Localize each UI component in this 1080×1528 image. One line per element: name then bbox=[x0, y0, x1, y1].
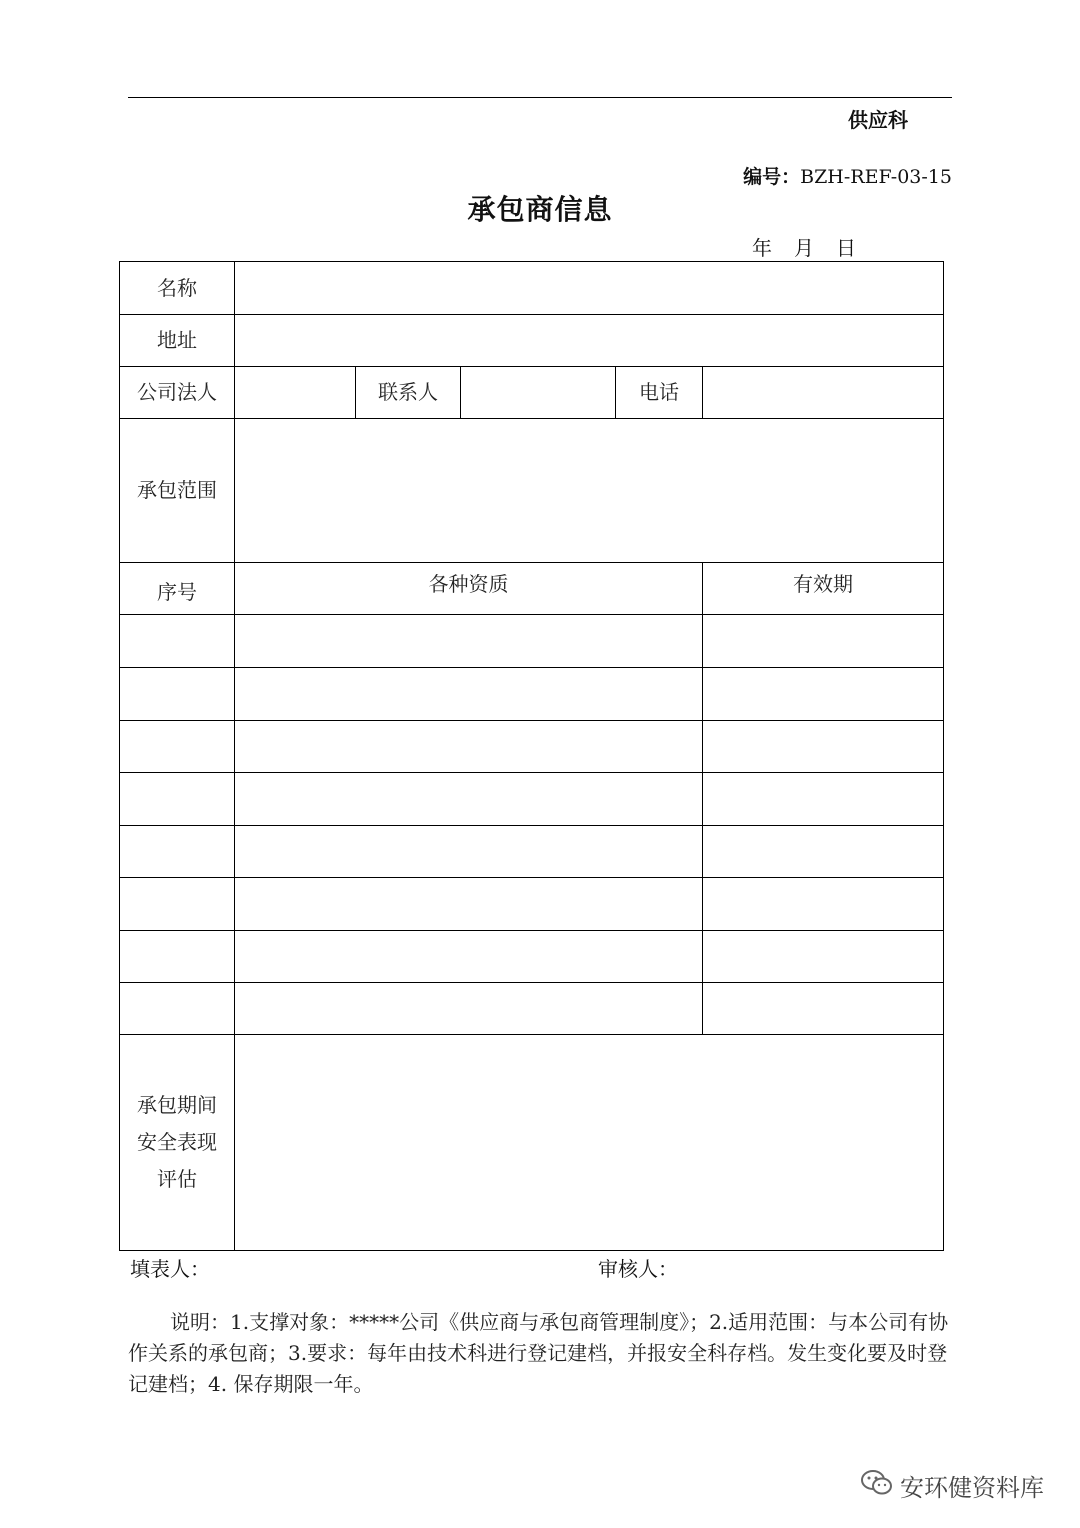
evaluation-label-line: 承包期间 bbox=[137, 1092, 217, 1117]
phone-field[interactable] bbox=[703, 366, 943, 418]
row-divider bbox=[120, 982, 943, 983]
filler-label: 填表人： bbox=[130, 1257, 210, 1281]
row-divider bbox=[120, 877, 943, 878]
evaluation-field[interactable] bbox=[235, 1034, 943, 1250]
evaluation-label bbox=[120, 1034, 234, 1250]
code-label: 编号： bbox=[743, 166, 801, 188]
wechat-icon bbox=[860, 1469, 894, 1503]
serial-header: 序号 bbox=[157, 579, 197, 604]
address-field[interactable] bbox=[235, 314, 943, 366]
contractor-form bbox=[119, 261, 944, 1251]
name-field[interactable] bbox=[235, 262, 943, 314]
row-divider bbox=[120, 614, 943, 615]
date-line bbox=[752, 232, 878, 261]
code-value: BZH-REF-03-15 bbox=[800, 166, 952, 188]
scope-label: 承包范围 bbox=[137, 477, 217, 502]
row-divider bbox=[120, 772, 943, 773]
department-label: 供应科 bbox=[848, 108, 908, 132]
contact-field[interactable] bbox=[461, 366, 615, 418]
watermark-text: 安环健资料库 bbox=[900, 1474, 1044, 1502]
scope-field[interactable] bbox=[235, 418, 943, 562]
watermark bbox=[860, 1468, 1044, 1503]
header-rule bbox=[128, 97, 952, 98]
qualification-header: 各种资质 bbox=[428, 571, 509, 596]
row-divider bbox=[120, 825, 943, 826]
validity-header: 有效期 bbox=[793, 571, 853, 596]
col-divider bbox=[702, 562, 703, 1034]
address-label: 地址 bbox=[157, 327, 197, 352]
legal-person-field[interactable] bbox=[235, 366, 355, 418]
page-title: 承包商信息 bbox=[467, 193, 613, 226]
phone-label: 电话 bbox=[639, 379, 679, 404]
row-divider bbox=[120, 720, 943, 721]
date-year: 年 bbox=[752, 236, 772, 260]
evaluation-label-line: 安全表现 bbox=[137, 1129, 217, 1154]
row-divider bbox=[120, 930, 943, 931]
document-code bbox=[743, 162, 952, 189]
reviewer-label: 审核人： bbox=[598, 1257, 678, 1281]
contact-label: 联系人 bbox=[378, 379, 438, 404]
legal-person-label: 公司法人 bbox=[137, 379, 217, 404]
date-day: 日 bbox=[836, 236, 856, 260]
row-divider bbox=[120, 667, 943, 668]
evaluation-label-line: 评估 bbox=[157, 1166, 197, 1191]
date-month: 月 bbox=[794, 236, 814, 260]
note-text: 说明：1.支撑对象：*****公司《供应商与承包商管理制度》；2.适用范围：与本公司有协作关系的承包商；3.要求：每年由技术科进行登记建档，并报安全科存档。发生变化要及时登记建档；4. 保存期限一年。 bbox=[128, 1310, 949, 1396]
name-label: 名称 bbox=[157, 275, 197, 300]
